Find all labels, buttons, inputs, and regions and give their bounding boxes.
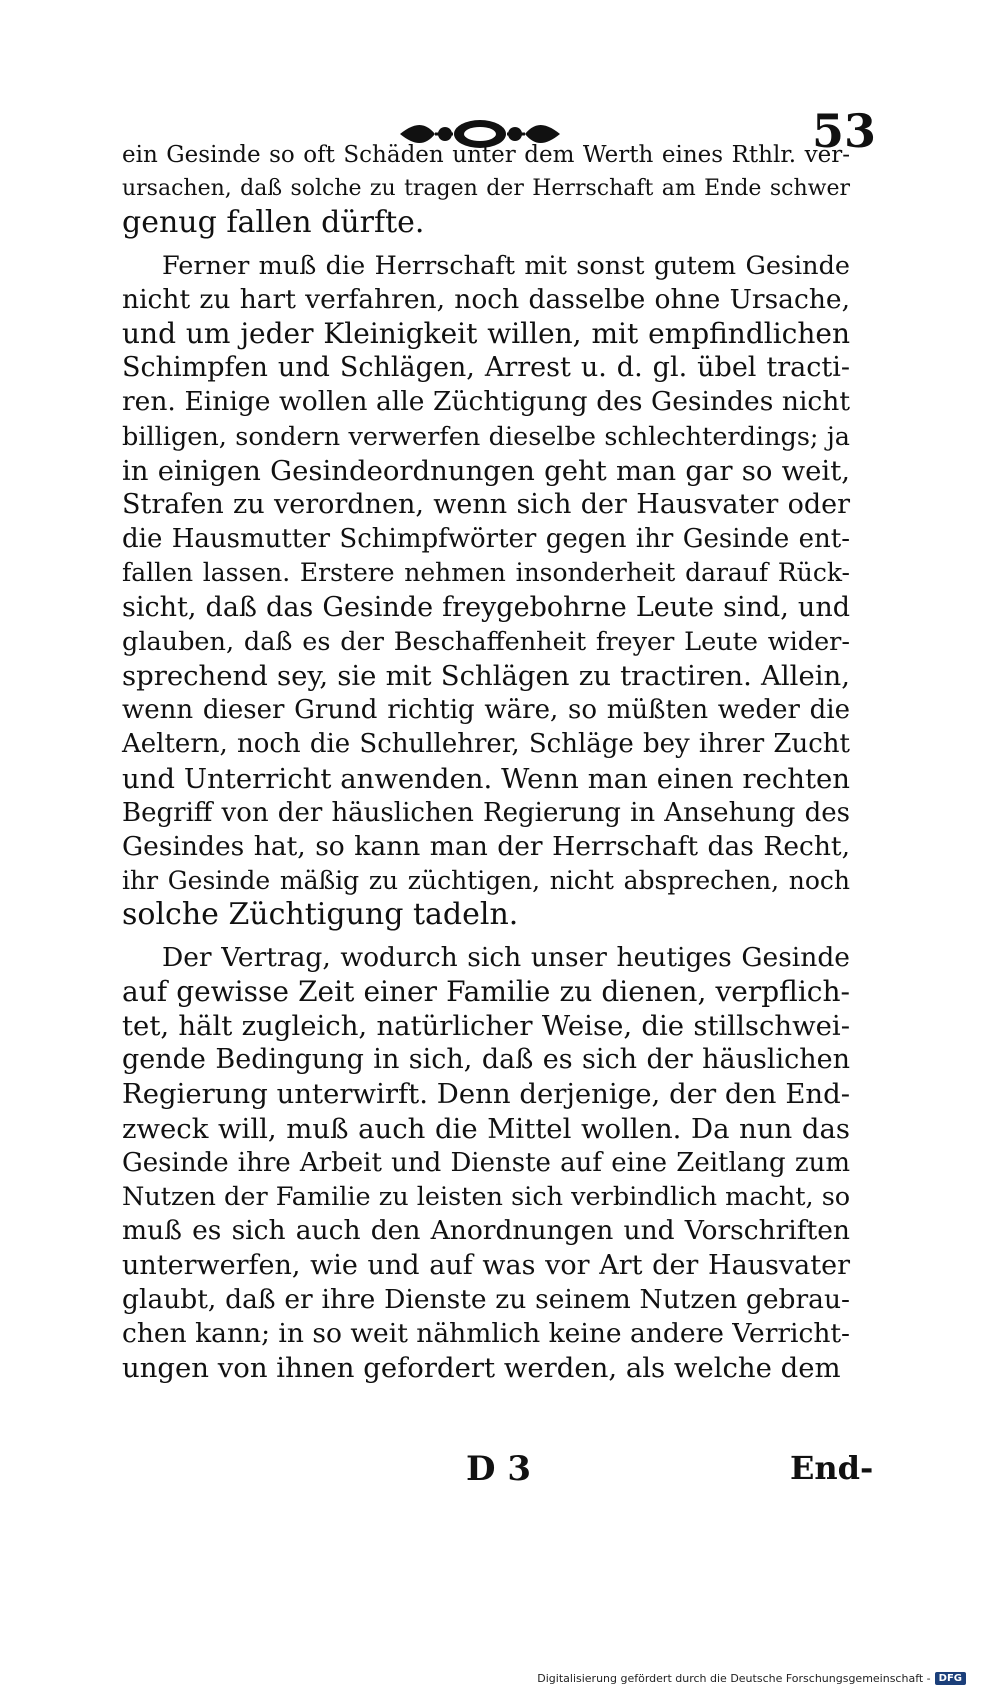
text-line: ihr Gesinde mäßig zu züchtigen, nicht absprechen, noch	[122, 866, 850, 896]
text-line: und Unterricht anwenden. Wenn man einen rechten	[122, 762, 850, 795]
text-line: auf gewisse Zeit einer Familie zu dienen, verpflich-	[122, 974, 850, 1008]
text-line: billigen, sondern verwerfen dieselbe schlechterdings; ja	[122, 421, 850, 452]
text-line: in einigen Gesindeordnungen geht man gar so weit,	[122, 454, 850, 487]
paragraph-gap	[122, 241, 850, 249]
text-line: Nutzen der Familie zu leisten sich verbindlich macht, so	[122, 1182, 851, 1213]
text-line: die Hausmutter Schimpfwörter gegen ihr Gesinde ent-	[122, 524, 850, 555]
text-line: genug fallen dürfte.	[122, 205, 425, 241]
paragraph	[122, 941, 850, 1386]
text-line: Regierung unterwirft. Denn derjenige, der den End-	[122, 1078, 850, 1111]
text-line: Schimpfen und Schlägen, Arrest u. d. gl. übel tracti-	[122, 352, 850, 384]
paragraph	[122, 249, 850, 933]
text-line: Aeltern, noch die Schullehrer, Schläge bey ihrer Zucht	[122, 729, 850, 760]
text-line: Ferner muß die Herrschaft mit sonst gutem Gesinde	[162, 250, 850, 281]
text-line: ursachen, daß solche zu tragen der Herrschaft am Ende schwer	[122, 176, 850, 202]
text-line: Gesindes hat, so kann man der Herrschaft das Recht,	[122, 831, 850, 863]
text-line: sprechend sey, sie mit Schlägen zu tractiren. Allein,	[122, 660, 850, 693]
text-line: Strafen zu verordnen, wenn sich der Hausvater oder	[122, 489, 850, 521]
text-line: tet, hält zugleich, natürlicher Weise, die stillschwei-	[122, 1010, 850, 1043]
text-line: nicht zu hart verfahren, noch dasselbe ohne Ursache,	[122, 283, 850, 315]
text-line: wenn dieser Grund richtig wäre, so müßten weder die	[122, 695, 850, 726]
catchword: End-	[790, 1449, 874, 1487]
text-line: Der Vertrag, wodurch sich unser heutiges Gesinde	[162, 941, 850, 973]
signature-mark: D 3	[466, 1449, 531, 1489]
text-line: ungen von ihnen gefordert werden, als welche dem	[122, 1352, 841, 1385]
text-line: ren. Einige wollen alle Züchtigung des Gesindes nicht	[122, 386, 850, 418]
digitization-credit	[537, 1672, 966, 1685]
text-line: Begriff von der häuslichen Regierung in Ansehung des	[122, 797, 850, 828]
body-text	[122, 138, 850, 1385]
text-line: fallen lassen. Erstere nehmen insonderheit darauf Rück-	[122, 558, 850, 588]
text-line: ein Gesinde so oft Schäden unter dem Werth eines Rthlr. ver-	[122, 142, 850, 168]
paragraph-gap	[122, 933, 850, 941]
text-line: Gesinde ihre Arbeit und Dienste auf eine Zeitlang zum	[122, 1147, 850, 1178]
text-line: unterwerfen, wie und auf was vor Art der Hausvater	[122, 1249, 850, 1281]
text-line: chen kann; in so weit nähmlich keine andere Verricht-	[122, 1317, 851, 1349]
text-line: zweck will, muß auch die Mittel wollen. Da nun das	[122, 1112, 850, 1145]
text-line: und um jeder Kleinigkeit willen, mit empfindlichen	[122, 317, 850, 351]
dfg-logo: DFG	[935, 1672, 966, 1685]
text-line: solche Züchtigung tadeln.	[122, 897, 519, 933]
page-number: 53	[812, 104, 877, 158]
text-line: glaubt, daß er ihre Dienste zu seinem Nutzen gebrau-	[122, 1283, 850, 1315]
credit-text: Digitalisierung gefördert durch die Deutsche Forschungsgemeinschaft -	[537, 1672, 931, 1685]
text-line: glauben, daß es der Beschaffenheit freyer Leute wider-	[122, 626, 850, 657]
text-line: sicht, daß das Gesinde freygebohrne Leute sind, und	[122, 591, 850, 623]
paragraph	[122, 138, 850, 241]
text-line: gende Bedingung in sich, daß es sich der häuslichen	[122, 1044, 850, 1076]
text-line: muß es sich auch den Anordnungen und Vorschriften	[122, 1215, 850, 1247]
